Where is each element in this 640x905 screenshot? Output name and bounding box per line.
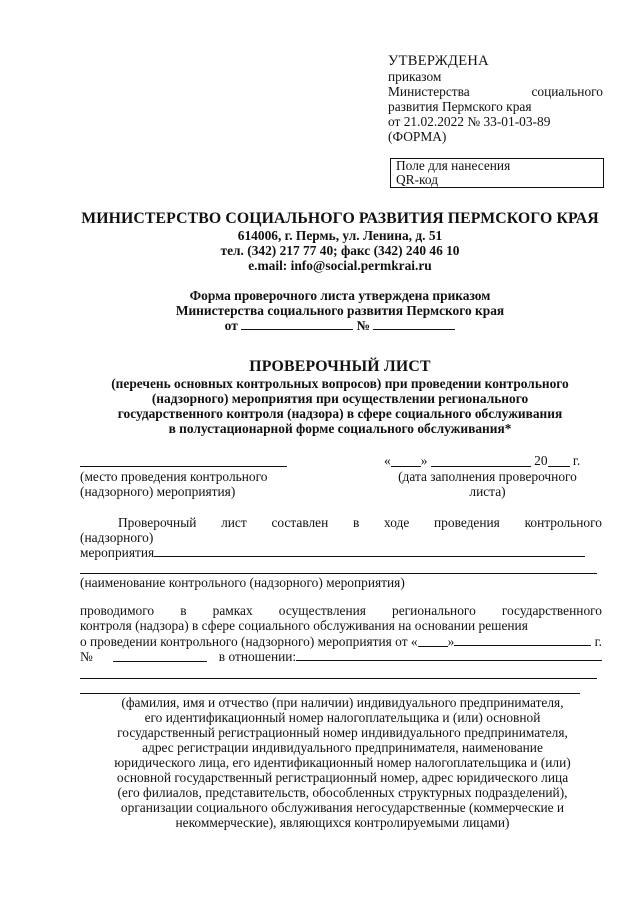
day-field[interactable] [391,453,421,467]
from-label: от [224,318,238,333]
p2-text: № [80,649,93,664]
document-subtitle-line: в полустационарной форме социального обслуживания* [168,421,512,436]
quote-close: » [420,453,428,468]
decision-month-field[interactable] [454,634,590,646]
p1-word: проведения [434,515,500,530]
subject-caption [70,695,615,830]
event-name-field-line2[interactable] [80,573,597,574]
approval-word: социального [531,84,603,99]
date-caption-line: листа) [469,484,506,499]
form-note-order-line [60,318,620,333]
ministry-address: 614006, г. Пермь, ул. Ленина, д. 51 [237,228,443,243]
subject-caption-line: основной государственный регистрационный номер, адрес юридического лица [116,770,569,785]
paragraph1-line1 [80,515,602,530]
p2-text: г. [594,634,602,649]
place-caption-line: (надзорного) мероприятия) [80,484,236,499]
decision-number-field[interactable] [113,649,207,662]
subject-caption-line: адрес регистрации индивидуального предпринимателя, наименование [142,740,543,755]
p1-word: лист [221,515,247,530]
approval-line: приказом [388,69,442,84]
qr-box-label: QR-код [396,172,439,187]
date-caption [380,469,595,499]
p1-word: в [352,515,360,530]
qr-box-label: Поле для нанесения [396,158,511,173]
subject-caption-line: некоммерческие), являющихся контролируемыми лицами) [175,815,510,830]
subject-caption-line: юридического лица, его идентификационный номер налогоплательщика и (или) [114,755,571,770]
subject-caption-line: (фамилия, имя и отчество (при наличии) индивидуального предпринимателя, [121,695,564,710]
date-caption-line: (дата заполнения проверочного [398,469,577,484]
subject-caption-line: государственный регистрационный номер индивидуального предпринимателя, [117,725,568,740]
approval-line: развития Пермского края [388,99,532,114]
paragraph2-line2: контроля (надзора) в сфере социального обслуживания на основании решения [80,618,528,633]
approval-order: от 21.02.2022 № 33-01-03-89 [388,114,551,129]
form-note-line: Форма проверочного листа утверждена приказом [189,288,491,303]
date-fill-line [384,453,606,468]
p1-event-label: мероприятия [80,545,155,560]
year-suffix: г. [572,453,581,468]
subject-field[interactable] [296,649,602,661]
qr-code-box [390,158,604,188]
p2-text: о проведении контрольного (надзорного) мероприятия от « [80,634,418,649]
order-date-field[interactable] [241,329,353,330]
p1-word: составлен [271,515,329,530]
paragraph2-line4 [80,649,602,664]
paragraph1-line3 [80,545,585,560]
subject-field-line2[interactable] [80,678,597,679]
subject-field-line3[interactable] [80,693,580,694]
quote-open: « [384,453,391,468]
p1-word: Проверочный [118,515,197,530]
subject-caption-line: его идентификационный номер налогоплательщика и (или) основной [144,710,541,725]
place-caption [80,469,340,499]
ministry-header [60,210,620,273]
approval-line [388,84,603,99]
paragraph2-line1: проводимого в рамках осуществления регионального государственного [80,603,602,618]
year-field[interactable] [548,453,570,467]
approval-word: Министерства [388,84,470,99]
year-prefix: 20 [534,453,548,468]
document-subtitle-line: государственного контроля (надзора) в сфере социального обслуживания [117,406,563,421]
paragraph2-line3 [80,634,602,649]
approval-block [388,54,603,144]
event-name-caption: (наименование контрольного (надзорного) мероприятия) [80,575,405,590]
p2-text: в отношении: [218,649,297,664]
month-field[interactable] [431,453,531,467]
order-number-field[interactable] [373,329,455,330]
ministry-name: МИНИСТЕРСТВО СОЦИАЛЬНОГО РАЗВИТИЯ ПЕРМСКОГО КРАЯ [81,210,599,227]
number-label: № [356,318,370,333]
ministry-phone: тел. (342) 217 77 40; факс (342) 240 46 10 [220,243,460,258]
form-approval-note [60,288,620,333]
p2-text: » [447,634,455,649]
subject-caption-line: (его филиалов, представительств, обособленных структурных подразделений), [117,785,568,800]
ministry-email: e.mail: info@social.permkrai.ru [248,258,432,273]
paragraph1-line2: (надзорного) [80,530,154,545]
p1-word: контрольного [524,515,602,530]
document-title-block [60,358,620,436]
document-subtitle-line: (перечень основных контрольных вопросов) при проведении контрольного [111,376,569,391]
place-caption-line: (место проведения контрольного [80,469,268,484]
subject-caption-line: организации социального обслуживания негосударственные (коммерческие и [120,800,565,815]
approval-form-mark: (ФОРМА) [388,129,447,144]
form-note-line: Министерства социального развития Пермского края [175,303,505,318]
decision-day-field[interactable] [418,634,448,647]
p1-word: ходе [384,515,410,530]
document-title: ПРОВЕРОЧНЫЙ ЛИСТ [249,358,431,375]
document-subtitle-line: (надзорного) мероприятия при осуществлении регионального [151,391,529,406]
event-name-field[interactable] [154,545,585,557]
approval-title: УТВЕРЖДЕНА [388,53,489,69]
place-field-line[interactable] [80,466,287,467]
